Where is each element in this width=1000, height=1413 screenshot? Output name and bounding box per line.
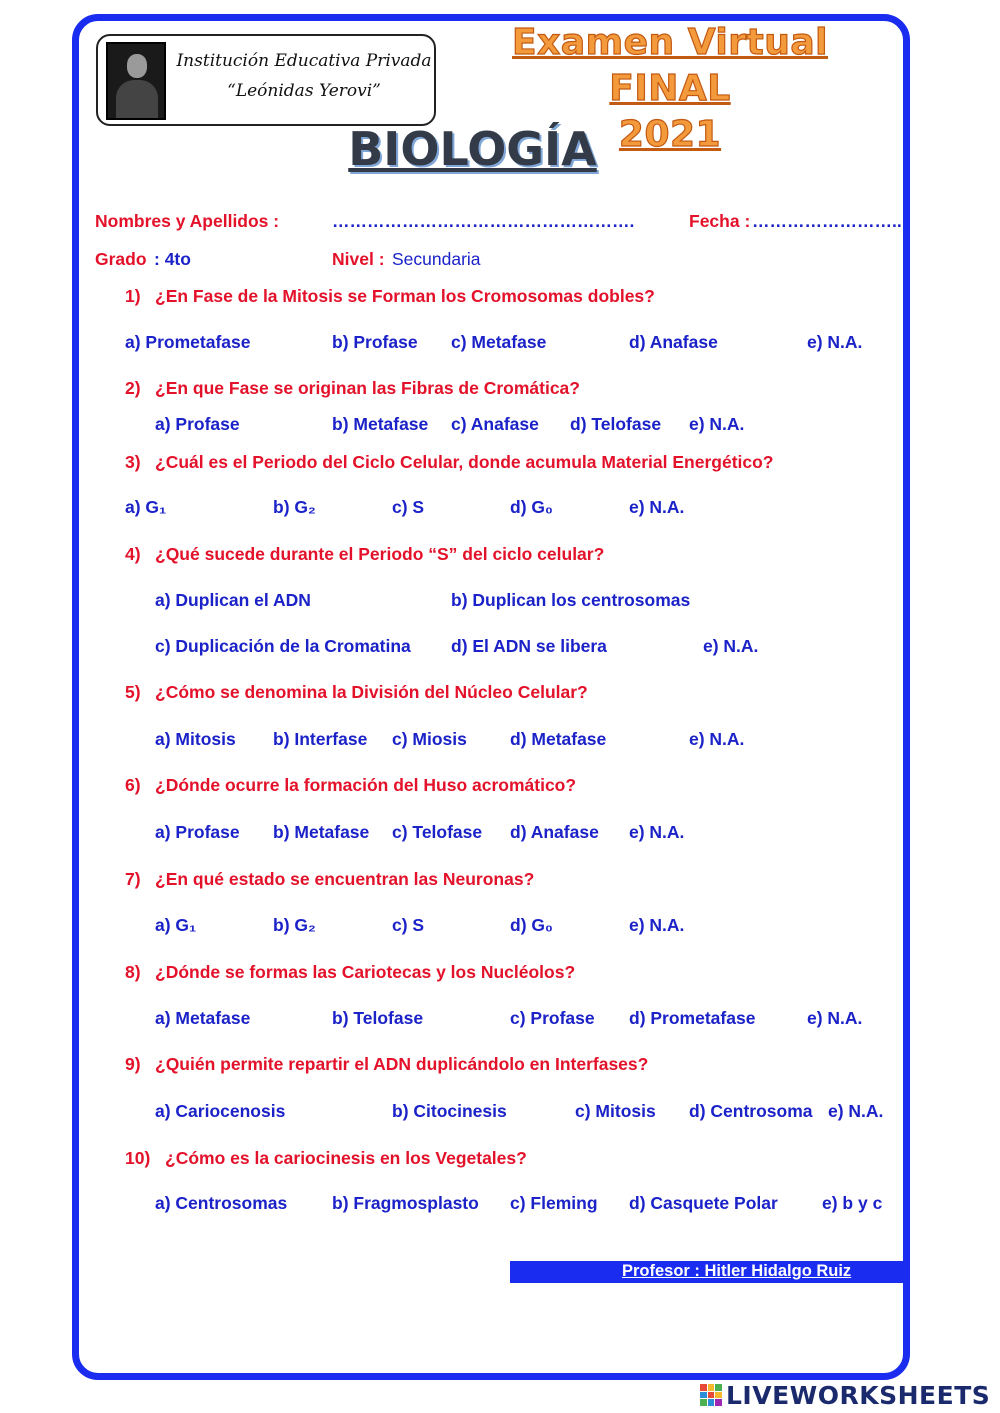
- name-label: Nombres y Apellidos :: [95, 211, 280, 231]
- answer-option[interactable]: a) G₁: [125, 497, 167, 517]
- answer-option[interactable]: e) N.A.: [629, 497, 685, 517]
- institution-logo-box: [96, 34, 436, 126]
- grade-label: Grado: [95, 249, 147, 269]
- answer-option[interactable]: b) Metafase: [273, 822, 370, 842]
- answer-option[interactable]: d) Casquete Polar: [629, 1193, 778, 1213]
- answer-option[interactable]: a) Duplican el ADN: [155, 590, 311, 610]
- answer-option[interactable]: d) G₀: [510, 497, 553, 517]
- question-text: ¿Cómo es la cariocinesis en los Vegetales?: [165, 1148, 527, 1168]
- answer-option[interactable]: d) Anafase: [510, 822, 599, 842]
- answer-option[interactable]: c) S: [392, 915, 425, 935]
- answer-option[interactable]: b) Citocinesis: [392, 1101, 507, 1121]
- answer-option[interactable]: a) G₁: [155, 915, 197, 935]
- answer-option[interactable]: a) Centrosomas: [155, 1193, 288, 1213]
- answer-option[interactable]: c) Mitosis: [575, 1101, 656, 1121]
- liveworksheets-logo-icon: [700, 1384, 722, 1406]
- question-text: ¿Dónde ocurre la formación del Huso acromático?: [155, 775, 577, 795]
- name-field[interactable]: …………………………………………….: [332, 211, 635, 231]
- question-number: 10): [125, 1148, 151, 1168]
- grade-value: : 4to: [154, 249, 191, 269]
- answer-option[interactable]: a) Cariocenosis: [155, 1101, 286, 1121]
- answer-option[interactable]: b) Profase: [332, 332, 418, 352]
- question-number: 2): [125, 378, 141, 398]
- founder-portrait: [106, 42, 166, 120]
- date-field[interactable]: ……………………..: [752, 211, 902, 231]
- question-number: 6): [125, 775, 141, 795]
- answer-option[interactable]: d) Metafase: [510, 729, 607, 749]
- question-number: 9): [125, 1054, 141, 1074]
- question-number: 5): [125, 682, 141, 702]
- answer-option[interactable]: e) N.A.: [689, 729, 745, 749]
- answer-option[interactable]: c) S: [392, 497, 425, 517]
- question-text: ¿Cuál es el Periodo del Ciclo Celular, donde acumula Material Energético?: [155, 452, 774, 472]
- question-text: ¿Quién permite repartir el ADN duplicándolo en Interfases?: [155, 1054, 649, 1074]
- answer-option[interactable]: e) N.A.: [703, 636, 759, 656]
- question-number: 8): [125, 962, 141, 982]
- answer-option[interactable]: e) N.A.: [807, 1008, 863, 1028]
- answer-option[interactable]: c) Fleming: [510, 1193, 598, 1213]
- answer-option[interactable]: d) El ADN se libera: [451, 636, 607, 656]
- answer-option[interactable]: b) G₂: [273, 915, 316, 935]
- liveworksheets-text: LIVEWORKSHEETS: [726, 1380, 991, 1410]
- answer-option[interactable]: d) Telofase: [570, 414, 662, 434]
- answer-option[interactable]: b) G₂: [273, 497, 316, 517]
- level-label: Nivel :: [332, 249, 385, 269]
- answer-option[interactable]: a) Profase: [155, 414, 240, 434]
- liveworksheets-watermark: [700, 1380, 990, 1410]
- exam-title-line-1: Examen Virtual FINAL: [512, 22, 828, 109]
- teacher-name: Profesor : Hitler Hidalgo Ruiz: [622, 1262, 852, 1280]
- subject-title: BIOLOGÍA: [348, 122, 597, 176]
- answer-option[interactable]: d) Prometafase: [629, 1008, 756, 1028]
- answer-option[interactable]: c) Miosis: [392, 729, 467, 749]
- exam-title-line-2: 2021: [618, 114, 722, 155]
- answer-option[interactable]: c) Telofase: [392, 822, 483, 842]
- answer-option[interactable]: e) N.A.: [807, 332, 863, 352]
- answer-option[interactable]: d) Centrosoma: [689, 1101, 813, 1121]
- teacher-bar: [510, 1261, 906, 1283]
- answer-option[interactable]: c) Profase: [510, 1008, 595, 1028]
- answer-option[interactable]: b) Fragmosplasto: [332, 1193, 479, 1213]
- institution-line-1: Institución Educativa Privada: [176, 51, 432, 71]
- answer-option[interactable]: a) Mitosis: [155, 729, 236, 749]
- question-number: 7): [125, 869, 141, 889]
- date-label: Fecha :: [689, 211, 751, 231]
- question-text: ¿En qué estado se encuentran las Neuronas?: [155, 869, 535, 889]
- answer-option[interactable]: e) b y c: [822, 1193, 883, 1213]
- answer-option[interactable]: b) Interfase: [273, 729, 368, 749]
- question-text: ¿Qué sucede durante el Periodo “S” del ciclo celular?: [155, 544, 605, 564]
- question-text: ¿En Fase de la Mitosis se Forman los Cromosomas dobles?: [155, 286, 655, 306]
- question-text: ¿Dónde se formas las Cariotecas y los Nucléolos?: [155, 962, 576, 982]
- answer-option[interactable]: c) Duplicación de la Cromatina: [155, 636, 411, 656]
- answer-option[interactable]: e) N.A.: [689, 414, 745, 434]
- answer-option[interactable]: b) Duplican los centrosomas: [451, 590, 691, 610]
- answer-option[interactable]: c) Anafase: [451, 414, 539, 434]
- question-number: 4): [125, 544, 141, 564]
- institution-name: [174, 46, 434, 106]
- institution-line-2: “Leónidas Yerovi”: [227, 81, 381, 101]
- answer-option[interactable]: b) Telofase: [332, 1008, 424, 1028]
- answer-option[interactable]: e) N.A.: [828, 1101, 884, 1121]
- question-number: 1): [125, 286, 141, 306]
- answer-option[interactable]: a) Metafase: [155, 1008, 251, 1028]
- question-text: ¿Cómo se denomina la División del Núcleo Celular?: [155, 682, 588, 702]
- answer-option[interactable]: a) Prometafase: [125, 332, 251, 352]
- answer-option[interactable]: e) N.A.: [629, 822, 685, 842]
- answer-option[interactable]: d) Anafase: [629, 332, 718, 352]
- question-text: ¿En que Fase se originan las Fibras de Cromática?: [155, 378, 580, 398]
- level-value: Secundaria: [392, 249, 481, 269]
- answer-option[interactable]: d) G₀: [510, 915, 553, 935]
- answer-option[interactable]: a) Profase: [155, 822, 240, 842]
- answer-option[interactable]: c) Metafase: [451, 332, 547, 352]
- answer-option[interactable]: b) Metafase: [332, 414, 429, 434]
- question-number: 3): [125, 452, 141, 472]
- answer-option[interactable]: e) N.A.: [629, 915, 685, 935]
